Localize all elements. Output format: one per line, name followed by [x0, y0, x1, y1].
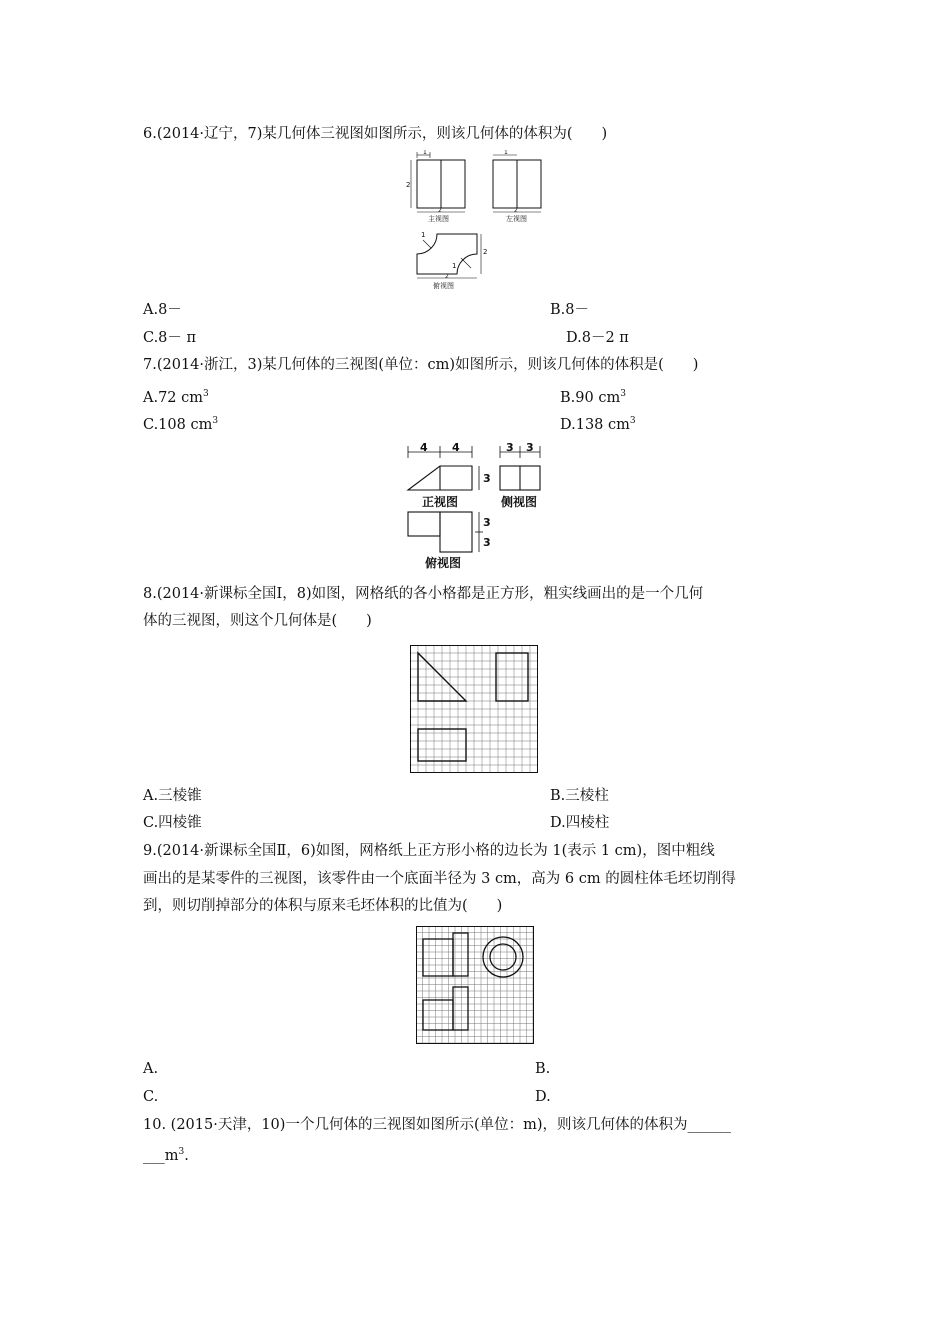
- q7-side-view-label: 侧视图: [501, 495, 538, 509]
- q6-option-b[interactable]: B.8－: [550, 302, 589, 318]
- q7-side-view: [500, 441, 540, 509]
- q7-option-a[interactable]: A.72 $cm^3$: [143, 389, 209, 406]
- q9-grid-figure: [416, 926, 536, 1046]
- q7-option-c[interactable]: C.108 $cm^3$: [143, 416, 219, 433]
- q6-stem: 6.(2014·辽宁，7)某几何体三视图如图所示，则该几何体的体积为( ): [143, 126, 608, 142]
- q8-option-a[interactable]: A.三棱锥: [143, 788, 202, 804]
- svg-text:1: 1: [421, 231, 426, 239]
- svg-text:2: 2: [445, 273, 449, 280]
- q8-stem-line1: 8.(2014·新课标全国Ⅰ，8)如图，网格纸的各小格都是正方形，粗实线画出的是一个几何: [143, 586, 704, 602]
- q10-stem-line1: 10. (2015·天津，10)一个几何体的三视图如图所示(单位：m)，则该几何体的体积为______: [143, 1117, 732, 1133]
- q6-left-view-label: 左视图: [506, 215, 527, 223]
- q6-front-view: [406, 150, 465, 223]
- svg-text:2: 2: [514, 207, 518, 214]
- q9-option-b[interactable]: B.: [535, 1061, 551, 1077]
- q7-front-view-label: 正视图: [422, 495, 459, 509]
- svg-text:1: 1: [452, 262, 457, 270]
- q6-option-c[interactable]: C.8－ π: [143, 330, 197, 346]
- q6-three-view-figure: [405, 150, 555, 295]
- q9-stem-line1: 9.(2014·新课标全国Ⅱ，6)如图，网格纸上正方形小格的边长为 1(表示 1 cm)，图中粗线: [143, 843, 715, 859]
- svg-text:2: 2: [483, 248, 488, 256]
- q8-option-d[interactable]: D.四棱柱: [550, 815, 610, 831]
- svg-text:1: 1: [504, 150, 508, 156]
- svg-text:3: 3: [506, 441, 514, 454]
- q6-main-view-label: 主视图: [428, 215, 449, 223]
- q6-left-view: [493, 150, 541, 223]
- svg-text:4: 4: [420, 441, 428, 454]
- q7-stem: 7.(2014·浙江，3)某几何体的三视图(单位：cm)如图所示，则该几何体的体积是( ): [143, 357, 699, 373]
- q7-option-d[interactable]: D.138 $cm^3$: [560, 416, 636, 433]
- q9-stem-line2: 画出的是某零件的三视图，该零件由一个底面半径为 3 cm，高为 6 cm 的圆柱体毛坯切削得: [143, 871, 736, 887]
- q9-stem-line3: 到，则切削掉部分的体积与原来毛坯体积的比值为( ): [143, 898, 503, 914]
- q6-option-d[interactable]: D.8－2 π: [566, 330, 629, 346]
- q9-option-c[interactable]: C.: [143, 1089, 159, 1105]
- q7-option-b[interactable]: B.90 $cm^3$: [560, 389, 626, 406]
- svg-text:4: 4: [452, 441, 460, 454]
- svg-text:3: 3: [483, 472, 491, 485]
- q10-stem-line2: $\_\_\_m^3$.: [143, 1147, 189, 1164]
- q8-stem-line2: 体的三视图，则这个几何体是( ): [143, 613, 372, 629]
- q6-option-a[interactable]: A.8－: [143, 302, 182, 318]
- svg-text:3: 3: [526, 441, 534, 454]
- q9-option-d[interactable]: D.: [535, 1089, 551, 1105]
- q7-three-view-figure: [405, 440, 555, 570]
- q8-option-c[interactable]: C.四棱锥: [143, 815, 202, 831]
- q7-front-view: [408, 441, 491, 509]
- svg-text:1: 1: [423, 150, 427, 156]
- q7-top-view-label: 俯视图: [425, 556, 462, 570]
- svg-text:3: 3: [483, 536, 491, 549]
- svg-text:3: 3: [483, 516, 491, 529]
- q7-top-view: [408, 512, 491, 570]
- q6-top-view-label: 俯视图: [433, 282, 454, 290]
- svg-text:2: 2: [406, 181, 411, 189]
- q6-top-view: [417, 231, 487, 290]
- q8-option-b[interactable]: B.三棱柱: [550, 788, 609, 804]
- svg-text:2: 2: [438, 207, 442, 214]
- q9-option-a[interactable]: A.: [143, 1061, 159, 1077]
- q8-grid-figure: [410, 645, 540, 775]
